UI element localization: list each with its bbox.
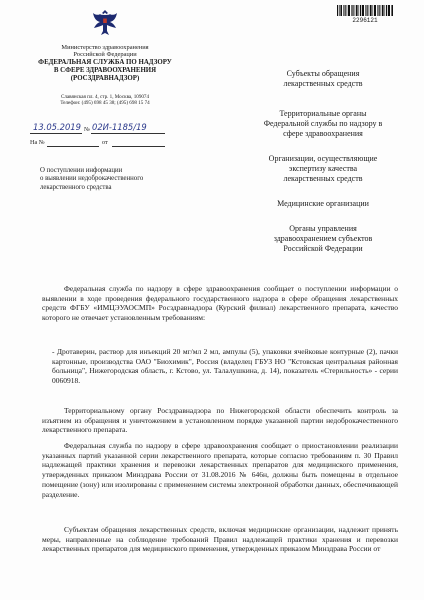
outgoing-date: 13.05.2019 — [33, 122, 81, 132]
recipient-block — [248, 69, 398, 89]
reference-prefix: На № — [30, 139, 45, 146]
letter-subject — [40, 167, 190, 192]
service-line: В СФЕРЕ ЗДРАВООХРАНЕНИЯ — [53, 67, 157, 74]
double-headed-eagle-emblem-icon — [90, 8, 120, 38]
recipient-block — [248, 199, 398, 209]
service-line: (РОСЗДРАВНАДЗОР) — [70, 75, 140, 82]
ministry-name — [30, 44, 180, 58]
recipient-line: Организации, осуществляющие — [268, 154, 378, 163]
recipient-line: лекарственных средств — [283, 174, 363, 183]
address-line: Славянская пл. 4, стр. 1, Москва, 109074 — [60, 94, 150, 100]
recipient-line: Субъекты обращения — [286, 69, 360, 78]
recipient-line: Территориальные органы — [279, 109, 367, 118]
service-line: ФЕДЕРАЛЬНАЯ СЛУЖБА ПО НАДЗОРУ — [38, 59, 172, 66]
recipient-block — [248, 109, 398, 139]
date-underline — [30, 133, 82, 134]
recipient-line: Органы управления — [289, 224, 357, 233]
body-paragraph-measures: Субъектам обращения лекарственных средств, включая медицинские организации, надлежит принять меры, направленные на соблюдение требований Правил надлежащей практики хранения и перевозки лекарственных препаратов для медицинского применения, утвержденных приказом Минздрава России от — [42, 525, 398, 554]
recipient-block — [248, 224, 398, 254]
recipient-line: здравоохранением субъектов — [273, 234, 373, 243]
recipient-line: Федеральной службы по надзору в — [263, 119, 383, 128]
body-paragraph-suspension: Федеральная служба по надзору в сфере здравоохранения сообщает о приостановлении реализации указанных партий указанной серии лекарственного препарата, которые согласно требованиям п. 30 Правил надлежащей практики хранения и перевозки лекарственных препаратов для медицинского применения, утвержденных приказом Минздрава России от 31.08.2016 № 646н, должны быть помещены в отдельное помещение (зону) или изолированы с применением системы электронной обработки данных, обеспечивающей разделение. — [42, 441, 398, 499]
reference-from-label: от — [102, 139, 108, 146]
subject-line: О поступлении информации — [40, 167, 123, 174]
outgoing-number: 02И-1185/19 — [92, 122, 147, 132]
address-block — [30, 94, 180, 106]
phone-line: Телефон: (495) 698 45 38; (495) 698 15 74 — [60, 100, 150, 106]
recipient-line: экспертизу качества — [288, 164, 358, 173]
barcode-number: 2296121 — [352, 17, 378, 24]
number-prefix: № — [84, 126, 90, 133]
subject-line: лекарственного средства — [40, 183, 112, 191]
recipient-block — [248, 154, 398, 184]
body-paragraph-intro: Федеральная служба по надзору в сфере здравоохранения сообщает о поступлении информации о выявлении в ходе проведения федерального государственного надзора в сфере обращения лекарственных средств ФГБУ «ИМЦЭУАОСМП» Росздравнадзора (Курский филиал) лекарственного препарата, качество которого не отвечает установленным требованиям: — [42, 284, 398, 323]
recipient-line: сфере здравоохранения — [283, 129, 363, 138]
recipient-line: Медицинские организации — [277, 199, 369, 208]
reference-date-underline — [112, 146, 165, 147]
recipient-line: Российской Федерации — [283, 244, 363, 253]
reference-number-underline — [47, 146, 99, 147]
barcode-icon — [337, 5, 393, 16]
number-underline — [91, 133, 165, 134]
service-name — [30, 59, 180, 83]
subject-line: о выявлении недоброкачественного — [40, 175, 144, 183]
ministry-line: Министерство здравоохранения — [61, 44, 149, 51]
body-paragraph-control: Территориальному органу Росздравнадзора по Нижегородской области обеспечить контроль за изъятием из обращения и уничтожением в установленном порядке указанной партии недоброкачественного лекарственного препарата. — [42, 406, 398, 435]
recipient-line: лекарственных средств — [283, 79, 363, 88]
ministry-line: Российской Федерации — [73, 51, 137, 58]
defective-drug-item: - Дротаверин, раствор для инъекций 20 мг/мл 2 мл, ампулы (5), упаковки ячейковые контурные (2), пачки картонные, производства ОАО "Биохимик", Россия (владелец ГБУЗ НО "Кстовская центральная районная больница", Нижегородская область, г. Кстово, ул. Талалушкина, д. 14), показатель «Стерильность» - серии 0060918. — [52, 347, 398, 386]
